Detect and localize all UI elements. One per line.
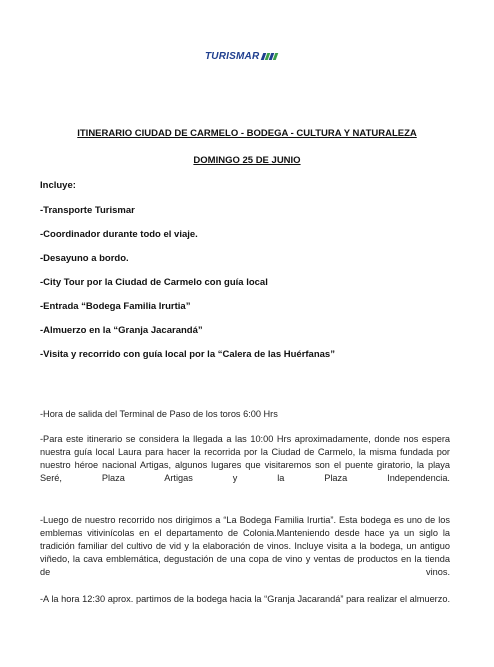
departure-paragraph: -Hora de salida del Terminal de Paso de los toros 6:00 Hrs (40, 409, 278, 419)
include-item: -Entrada “Bodega Familia Irurtia” (40, 301, 191, 312)
include-item: -City Tour por la Ciudad de Carmelo con guía local (40, 277, 268, 288)
itinerary-date: DOMINGO 25 DE JUNIO (193, 155, 301, 166)
logo-stripes-icon (262, 53, 277, 60)
include-item: -Almuerzo en la “Granja Jacarandá” (40, 325, 203, 336)
turismar-logo (205, 51, 277, 62)
include-item: -Visita y recorrido con guía local por la “Calera de las Huérfanas” (40, 349, 335, 360)
includes-heading: Incluye: (40, 180, 76, 191)
logo-stripe (273, 53, 279, 60)
itinerary-title: ITINERARIO CIUDAD DE CARMELO - BODEGA - CULTURA Y NATURALEZA (77, 128, 417, 139)
include-item: -Coordinador durante todo el viaje. (40, 229, 198, 240)
winery-paragraph: -Luego de nuestro recorrido nos dirigimos a “La Bodega Familia Irurtia”. Esta bodega es uno de los emblemas vitivinícolas en el departamento de Colonia.Manteniendo desde hace ya un siglo la tradición familiar del cultivo de vid y la elaboración de vinos. Incluye visita a la bodega, un antiguo viñedo, la cava emblemática, degustación de una copa de vino y ventas de productos en la tienda de vinos. (40, 515, 450, 577)
include-item: -Transporte Turismar (40, 205, 135, 216)
carmelo-tour-paragraph: -Para este itinerario se considera la llegada a las 10:00 Hrs aproximadamente, donde nos espera nuestra guía local Laura para hacer la recorrida por la Ciudad de Carmelo, la misma fundada por nuestro héroe nacional Artigas, algunos lugares que visitaremos son el puente giratorio, la playa Seré, Plaza Artigas y la Plaza Independencia. (40, 434, 450, 483)
include-item: -Desayuno a bordo. (40, 253, 129, 264)
logo-text: TURISMAR (205, 51, 260, 62)
lunch-paragraph: -A la hora 12:30 aprox. partimos de la bodega hacia la “Granja Jacarandá” para realizar el almuerzo. (40, 594, 450, 604)
